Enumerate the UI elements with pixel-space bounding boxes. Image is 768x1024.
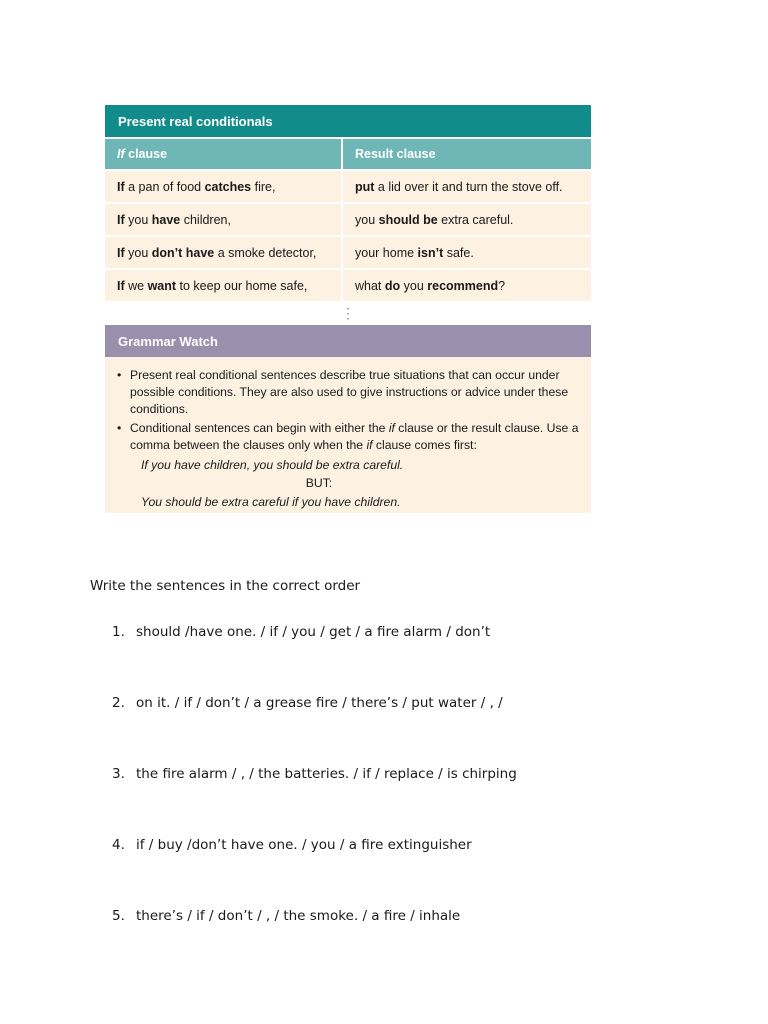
- if-clause-header: [105, 139, 341, 169]
- if-clause-cell: If a pan of food catches fire,: [105, 171, 341, 202]
- if-clause-header-rest: clause: [124, 147, 168, 161]
- list-item: [112, 624, 517, 695]
- exercise-number: 2.: [112, 695, 125, 711]
- exercise-text: if / buy /don’t have one. / you / a fire extinguisher: [136, 837, 472, 853]
- if-clause-header-italic: If: [117, 147, 125, 161]
- exercise-text: the fire alarm / , / the batteries. / if / replace / is chirping: [136, 766, 517, 782]
- grammar-box: [105, 105, 591, 513]
- grammar-bullet-2-text: Conditional sentences can begin with either the if clause or the result clause. Use a comma between the clauses only when the if clause comes first:: [130, 421, 579, 452]
- exercise-text: should /have one. / if / you / get / a fire alarm / don’t: [136, 624, 491, 640]
- if-clause-cell: If you have children,: [105, 204, 341, 235]
- grammar-bullet-1: [117, 367, 579, 418]
- table-row: [105, 171, 591, 202]
- list-item: [112, 766, 517, 837]
- table-row: [105, 270, 591, 301]
- exercise-number: 1.: [112, 624, 125, 640]
- example-sentence-1: If you have children, you should be extra careful.: [141, 458, 404, 472]
- grammar-bullet-1-text: Present real conditional sentences describe true situations that can occur under possible conditions. They are also used to give instructions or advice under these conditions.: [130, 368, 569, 416]
- exercise-text: there’s / if / don’t / , / the smoke. / a fire / inhale: [136, 908, 461, 924]
- exercise-number: 5.: [112, 908, 125, 924]
- vertical-ellipsis-icon: ⋮: [341, 305, 355, 321]
- result-clause-cell: your home isn’t safe.: [343, 237, 591, 268]
- result-clause-cell: put a lid over it and turn the stove off.: [343, 171, 591, 202]
- table-row: [105, 237, 591, 268]
- bullet-icon: •: [117, 368, 122, 382]
- table-title: Present real conditionals: [105, 105, 591, 137]
- if-clause-cell: If you don’t have a smoke detector,: [105, 237, 341, 268]
- list-item: [112, 908, 517, 979]
- if-clause-cell: If we want to keep our home safe,: [105, 270, 341, 301]
- exercise-instructions: Write the sentences in the correct order: [90, 578, 361, 594]
- result-clause-cell: you should be extra careful.: [343, 204, 591, 235]
- exercise-number: 3.: [112, 766, 125, 782]
- but-label: BUT:: [305, 476, 333, 490]
- grammar-watch-title: Grammar Watch: [105, 325, 591, 357]
- list-item: [112, 695, 517, 766]
- exercise-number: 4.: [112, 837, 125, 853]
- table-row: [105, 204, 591, 235]
- table-header-row: [105, 139, 591, 169]
- table-rows: [105, 171, 591, 301]
- list-item: [112, 837, 517, 908]
- grammar-bullet-2: [117, 420, 579, 454]
- grammar-watch-body: [105, 357, 591, 513]
- exercise-text: on it. / if / don’t / a grease fire / there’s / put water / , /: [136, 695, 503, 711]
- bullet-icon: •: [117, 421, 122, 435]
- result-clause-cell: what do you recommend?: [343, 270, 591, 301]
- result-clause-header: Result clause: [343, 139, 591, 169]
- exercise-list: [112, 624, 517, 979]
- example-sentence-2: You should be extra careful if you have children.: [141, 495, 401, 509]
